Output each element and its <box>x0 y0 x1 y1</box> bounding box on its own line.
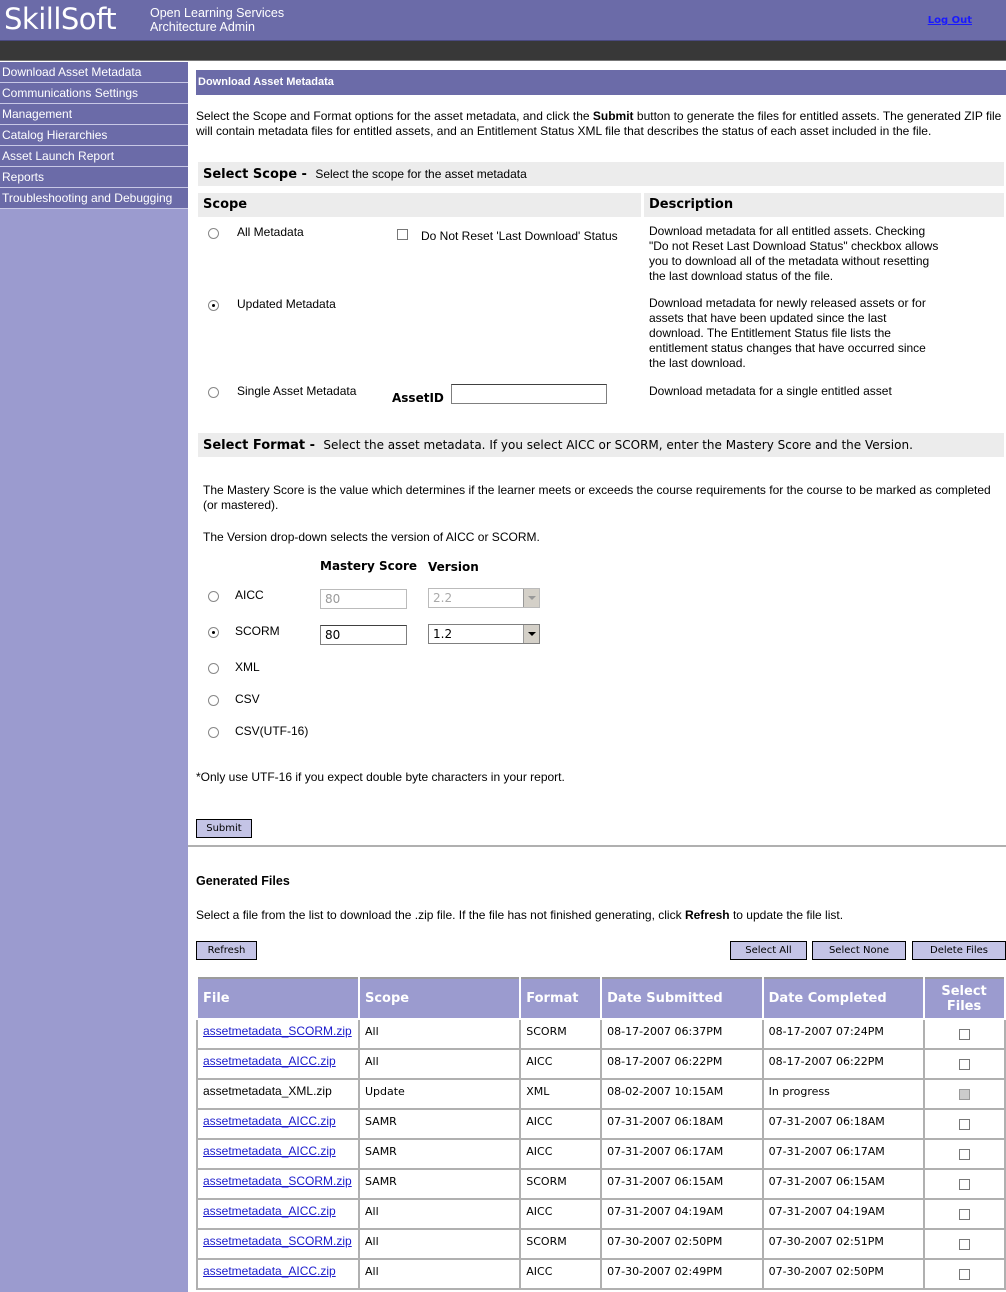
asset-id-label: AssetID <box>392 391 444 405</box>
sidebar-item-asset-launch-report[interactable]: Asset Launch Report <box>0 146 188 167</box>
sidebar-item-management[interactable]: Management <box>0 104 188 125</box>
scope-column-header: Scope <box>198 193 641 217</box>
format-xml-label: XML <box>235 660 260 674</box>
scope-cell: All <box>359 1229 520 1259</box>
generated-files-table <box>196 977 1006 1290</box>
sidebar-item-communications-settings[interactable]: Communications Settings <box>0 83 188 104</box>
logout-link[interactable]: Log Out <box>927 15 972 26</box>
scope-single-label: Single Asset Metadata <box>237 384 357 398</box>
utf16-note: *Only use UTF-16 if you expect double byte characters in your report. <box>196 770 565 784</box>
version-note: The Version drop-down selects the version of AICC or SCORM. <box>203 530 540 544</box>
scope-cell: All <box>359 1199 520 1229</box>
file-link[interactable]: assetmetadata_AICC.zip <box>203 1054 336 1068</box>
generated-files-instructions: Select a file from the list to download the .zip file. If the file has not finished generating, click Refresh to update the file list. <box>196 908 844 922</box>
subtitle-line-1: Open Learning Services <box>150 6 285 20</box>
file-cell <box>197 1109 359 1139</box>
delete-files-button[interactable]: Delete Files <box>912 941 1006 960</box>
format-cell: SCORM <box>520 1229 601 1259</box>
file-cell <box>197 1199 359 1229</box>
scope-cell: All <box>359 1259 520 1289</box>
row-select-checkbox[interactable] <box>959 1119 970 1130</box>
asset-id-input[interactable] <box>451 384 607 404</box>
file-cell <box>197 1169 359 1199</box>
table-row <box>197 1079 1005 1109</box>
format-xml-radio[interactable] <box>208 663 219 674</box>
date-submitted-cell: 08-17-2007 06:37PM <box>601 1019 763 1049</box>
date-submitted-cell: 08-17-2007 06:22PM <box>601 1049 763 1079</box>
skillsoft-logo: SkillSoft <box>4 2 117 36</box>
select-format-header: Select Format - Select the asset metadata. If you select AICC or SCORM, enter the Mastery Score and the Version. <box>198 433 1004 457</box>
scope-all-label: All Metadata <box>237 225 304 239</box>
scope-single-description: Download metadata for a single entitled asset <box>649 384 892 398</box>
select-cell <box>924 1199 1005 1229</box>
scope-updated-label: Updated Metadata <box>237 297 336 311</box>
scope-updated-description: Download metadata for newly released assets or for assets that have been updated since the last download. The Entitlement Status file lists the entitlement status changes that have occurred since the last download. <box>649 296 926 370</box>
format-cell: AICC <box>520 1139 601 1169</box>
date-completed-cell: 07-31-2007 06:17AM <box>763 1139 925 1169</box>
sidebar-item-download-asset-metadata[interactable]: Download Asset Metadata <box>0 62 188 83</box>
format-cell: SCORM <box>520 1019 601 1049</box>
row-select-checkbox[interactable] <box>959 1239 970 1250</box>
select-cell <box>924 1079 1005 1109</box>
scope-cell: SAMR <box>359 1109 520 1139</box>
file-link[interactable]: assetmetadata_SCORM.zip <box>203 1234 352 1248</box>
table-row <box>197 1019 1005 1049</box>
date-completed-cell: 07-30-2007 02:50PM <box>763 1259 925 1289</box>
scorm-version-select[interactable]: 1.2 <box>428 624 540 644</box>
date-submitted-cell: 07-31-2007 06:17AM <box>601 1139 763 1169</box>
table-row <box>197 1169 1005 1199</box>
date-submitted-cell: 07-31-2007 06:18AM <box>601 1109 763 1139</box>
date-completed-cell: 07-31-2007 04:19AM <box>763 1199 925 1229</box>
scope-cell: All <box>359 1019 520 1049</box>
select-cell <box>924 1049 1005 1079</box>
subtitle-line-2: Architecture Admin <box>150 20 255 34</box>
col-select-files: Select Files <box>924 978 1005 1019</box>
mastery-score-header: Mastery Score <box>320 559 418 573</box>
table-header-row <box>197 978 1005 1019</box>
header-divider-bar <box>0 41 1006 61</box>
row-select-checkbox[interactable] <box>959 1059 970 1070</box>
file-link[interactable]: assetmetadata_SCORM.zip <box>203 1174 352 1188</box>
table-row <box>197 1199 1005 1229</box>
scope-cell: Update <box>359 1079 520 1109</box>
format-cell: XML <box>520 1079 601 1109</box>
refresh-button[interactable]: Refresh <box>196 941 257 960</box>
date-submitted-cell: 07-30-2007 02:49PM <box>601 1259 763 1289</box>
col-format: Format <box>520 978 601 1019</box>
description-column-header: Description <box>644 193 1004 217</box>
dropdown-arrow-icon <box>523 589 539 607</box>
date-completed-cell: 07-31-2007 06:15AM <box>763 1169 925 1199</box>
format-cell: AICC <box>520 1259 601 1289</box>
file-link[interactable]: assetmetadata_AICC.zip <box>203 1264 336 1278</box>
page-title: Download Asset Metadata <box>196 70 1006 95</box>
table-row <box>197 1139 1005 1169</box>
table-row <box>197 1229 1005 1259</box>
sidebar-item-catalog-hierarchies[interactable]: Catalog Hierarchies <box>0 125 188 146</box>
scope-cell: SAMR <box>359 1169 520 1199</box>
file-link[interactable]: assetmetadata_SCORM.zip <box>203 1024 352 1038</box>
file-cell <box>197 1049 359 1079</box>
dropdown-arrow-icon <box>523 625 539 643</box>
app-header <box>0 0 1006 41</box>
select-cell <box>924 1169 1005 1199</box>
file-cell <box>197 1229 359 1259</box>
format-csv-utf16-radio[interactable] <box>208 727 219 738</box>
file-cell <box>197 1259 359 1289</box>
format-cell: AICC <box>520 1109 601 1139</box>
file-link[interactable]: assetmetadata_AICC.zip <box>203 1114 336 1128</box>
scope-all-radio[interactable] <box>208 228 219 239</box>
row-select-checkbox[interactable] <box>959 1149 970 1160</box>
scope-all-description: Download metadata for all entitled assets. Checking "Do not Reset Last Download Status" checkbox allows you to download all of the metadata without resetting the last download status of the file. <box>649 224 939 283</box>
submit-button[interactable]: Submit <box>196 819 252 838</box>
col-date-completed: Date Completed <box>763 978 925 1019</box>
date-completed-cell: 08-17-2007 07:24PM <box>763 1019 925 1049</box>
version-header: Version <box>428 560 479 574</box>
date-completed-cell: 07-30-2007 02:51PM <box>763 1229 925 1259</box>
select-cell <box>924 1109 1005 1139</box>
file-cell: assetmetadata_XML.zip <box>197 1079 359 1109</box>
aicc-version-select[interactable]: 2.2 <box>428 588 540 608</box>
section-divider <box>188 845 1006 847</box>
aicc-mastery-input[interactable]: 80 <box>320 589 407 609</box>
format-cell: AICC <box>520 1199 601 1229</box>
scorm-mastery-input[interactable]: 80 <box>320 625 407 645</box>
row-select-checkbox <box>959 1089 970 1100</box>
format-csv-label: CSV <box>235 692 260 706</box>
format-aicc-label: AICC <box>235 588 264 602</box>
scope-single-radio[interactable] <box>208 387 219 398</box>
date-submitted-cell: 08-02-2007 10:15AM <box>601 1079 763 1109</box>
mastery-score-note: The Mastery Score is the value which determines if the learner meets or exceeds the course requirements for the course to be marked as completed (or mastered). <box>203 483 991 512</box>
select-cell <box>924 1229 1005 1259</box>
date-completed-cell: 08-17-2007 06:22PM <box>763 1049 925 1079</box>
select-cell <box>924 1139 1005 1169</box>
file-link[interactable]: assetmetadata_AICC.zip <box>203 1204 336 1218</box>
scope-cell: SAMR <box>359 1139 520 1169</box>
col-file: File <box>197 978 359 1019</box>
file-link[interactable]: assetmetadata_AICC.zip <box>203 1144 336 1158</box>
col-scope: Scope <box>359 978 520 1019</box>
row-select-checkbox[interactable] <box>959 1029 970 1040</box>
format-csv-utf16-label: CSV(UTF-16) <box>235 724 309 738</box>
format-scorm-label: SCORM <box>235 624 280 638</box>
format-cell: SCORM <box>520 1169 601 1199</box>
no-reset-checkbox[interactable] <box>397 229 408 240</box>
select-cell <box>924 1259 1005 1289</box>
scope-cell: All <box>359 1049 520 1079</box>
intro-text: Select the Scope and Format options for the asset metadata, and click the Submit button to generate the files for entitled assets. The generated ZIP file will contain metadata files for entitled assets, and an Entitlement Status XML file that describes the status of each asset included in the file. <box>196 109 1002 138</box>
date-submitted-cell: 07-30-2007 02:50PM <box>601 1229 763 1259</box>
date-completed-cell: In progress <box>763 1079 925 1109</box>
format-csv-radio[interactable] <box>208 695 219 706</box>
file-cell <box>197 1019 359 1049</box>
format-cell: AICC <box>520 1049 601 1079</box>
row-select-checkbox[interactable] <box>959 1209 970 1220</box>
table-row <box>197 1049 1005 1079</box>
sidebar-item-troubleshooting[interactable]: Troubleshooting and Debugging <box>0 188 188 209</box>
row-select-checkbox[interactable] <box>959 1269 970 1280</box>
table-row <box>197 1259 1005 1289</box>
date-submitted-cell: 07-31-2007 06:15AM <box>601 1169 763 1199</box>
app-subtitle <box>150 6 284 34</box>
table-row <box>197 1109 1005 1139</box>
no-reset-label: Do Not Reset 'Last Download' Status <box>421 229 618 243</box>
sidebar <box>0 62 188 1292</box>
generated-files-heading: Generated Files <box>196 874 290 888</box>
date-submitted-cell: 07-31-2007 04:19AM <box>601 1199 763 1229</box>
scope-updated-radio[interactable] <box>208 300 219 311</box>
col-date-submitted: Date Submitted <box>601 978 763 1019</box>
select-cell <box>924 1019 1005 1049</box>
format-aicc-radio[interactable] <box>208 591 219 602</box>
select-none-button[interactable]: Select None <box>812 941 906 960</box>
format-scorm-radio[interactable] <box>208 627 219 638</box>
date-completed-cell: 07-31-2007 06:18AM <box>763 1109 925 1139</box>
file-rows <box>197 1019 1005 1289</box>
file-cell <box>197 1139 359 1169</box>
select-scope-header: Select Scope - Select the scope for the asset metadata <box>198 162 1004 186</box>
select-all-button[interactable]: Select All <box>730 941 807 960</box>
sidebar-item-reports[interactable]: Reports <box>0 167 188 188</box>
row-select-checkbox[interactable] <box>959 1179 970 1190</box>
